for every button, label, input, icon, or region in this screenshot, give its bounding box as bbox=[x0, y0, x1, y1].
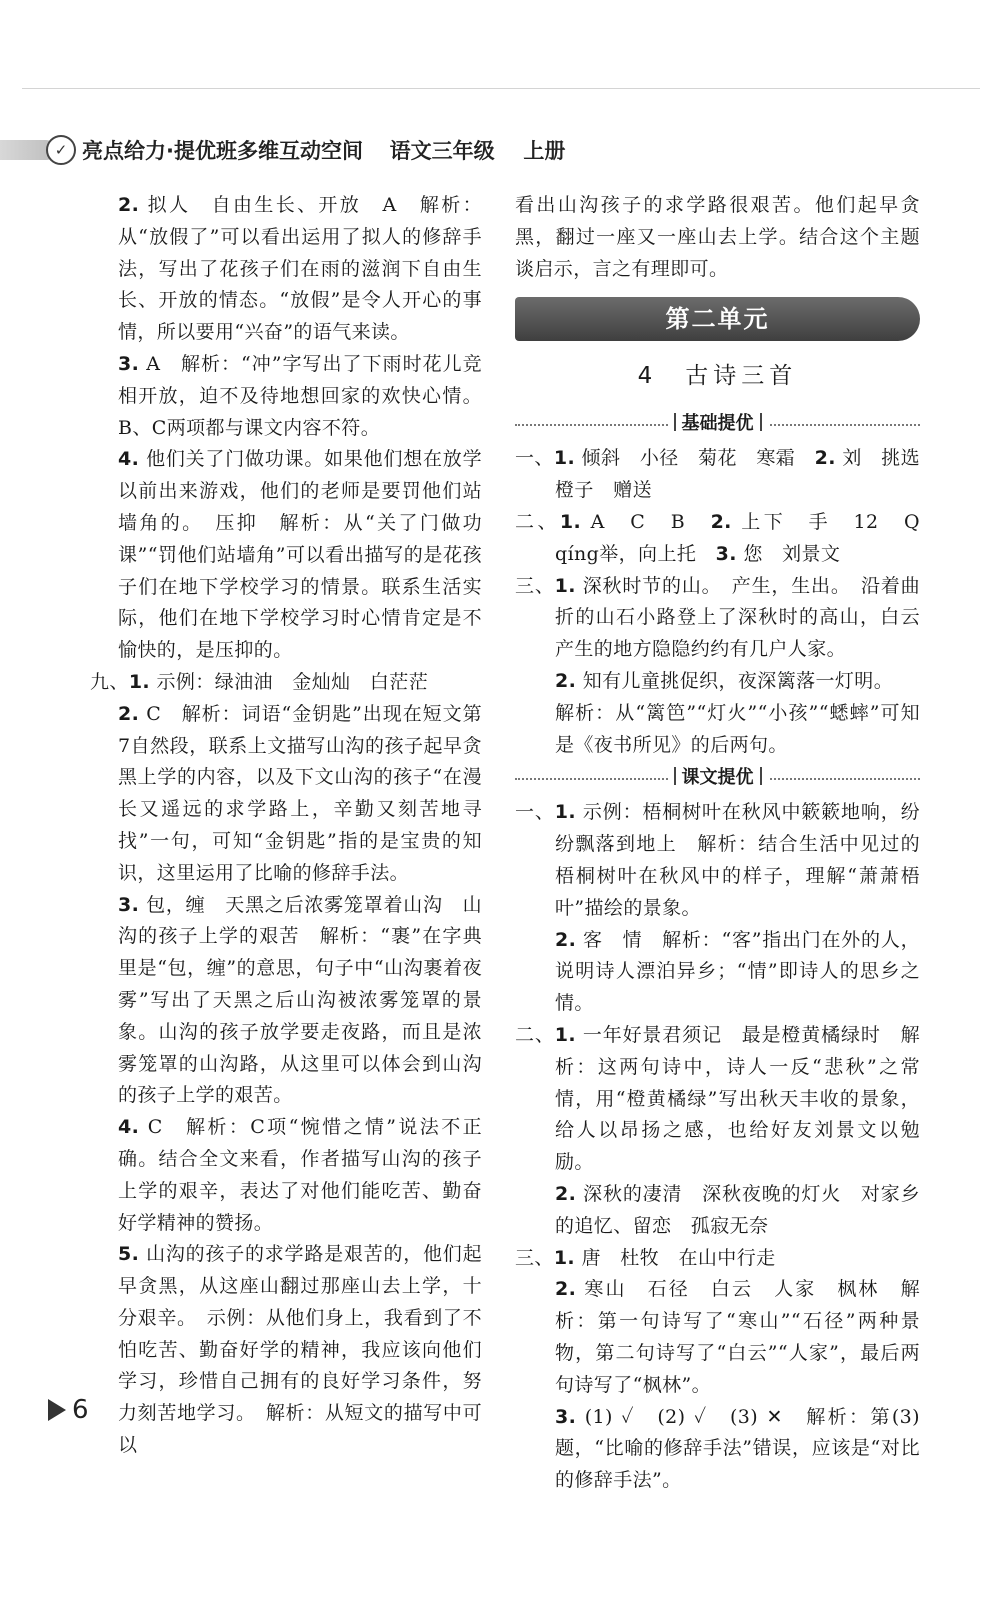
answer-paragraph: 3. 包，缠 天黑之后浓雾笼罩着山沟 山沟的孩子上学的艰苦 解析：“裹”在字典里是“包，缠”的意思，句子中“山沟裹着夜雾”写出了天黑之后山沟被浓雾笼罩的景象。山沟的孩子放学要走夜路，而且是浓雾笼罩的山沟路，从这里可以体会到山沟的孩子上学的艰苦。 bbox=[118, 893, 482, 1107]
unit-title: 第二单元 bbox=[665, 305, 770, 334]
answer-paragraph: 二、1. 一年好景君须记 最是橙黄橘绿时 解析：这两句诗中，诗人一反“悲秋”之常情，用“橙黄橘绿”写出秋天丰收的景象，给人以昂扬之感，也给好友刘景文以勉励。 bbox=[515, 1023, 920, 1174]
answer-paragraph: 一、1. 示例：梧桐树叶在秋风中簌簌地响，纷纷飘落到地上 解析：结合生活中见过的梧桐树叶在秋风中的样子，理解“萧萧梧叶”描绘的景象。 bbox=[515, 801, 920, 919]
top-rule bbox=[22, 88, 980, 89]
answer-paragraph: 4. C 解析：C项“惋惜之情”说法不正确。结合全文来看，作者描写山沟的孩子上学的艰辛，表达了对他们能吃苦、勤奋好学精神的赞扬。 bbox=[118, 1116, 482, 1234]
page-arrow-icon bbox=[48, 1399, 66, 1421]
answer-paragraph: 2. C 解析：词语“金钥匙”出现在短文第7自然段，联系上文描写山沟的孩子起早贪黑上学的内容，以及下文山沟的孩子“在漫长又遥远的求学路上，辛勤又刻苦地寻找”一句，可知“金钥匙”指的是宝贵的知识，这里运用了比喻的修辞手法。 bbox=[118, 702, 482, 884]
answer-paragraph: 3. A 解析：“冲”字写出了下雨时花儿竞相开放，迫不及待地想回家的欢快心情。B、C两项都与课文内容不符。 bbox=[118, 352, 482, 439]
section-label-text: 课文提优 bbox=[668, 764, 768, 792]
right-top-text bbox=[515, 190, 920, 285]
section-basic-items bbox=[515, 443, 940, 761]
header-subject: 语文三年级 bbox=[389, 139, 495, 163]
answer-paragraph: 3. (1) ✓ (2) ✓ (3) ✕ 解析：第(3)题，“比喻的修辞手法”错误，应该是“对比的修辞手法”。 bbox=[555, 1405, 920, 1492]
section-text-items bbox=[515, 797, 920, 1497]
answer-paragraph: 一、1. 倾斜 小径 菊花 寒霜 2. 刘 挑选 橙子 赠送 bbox=[515, 447, 940, 502]
answer-paragraph: 三、1. 深秋时节的山。 产生，生出。 沿着曲折的山石小路登上了深秋时的高山，白云产生的地方隐隐约约有几户人家。 bbox=[515, 574, 920, 661]
answer-paragraph: 看出山沟孩子的求学路很艰苦。他们起早贪黑，翻过一座又一座山去上学。结合这个主题谈启示，言之有理即可。 bbox=[515, 194, 920, 280]
page-header bbox=[0, 134, 566, 168]
left-column bbox=[90, 190, 482, 1462]
answer-paragraph: 三、1. 唐 杜牧 在山中行走 bbox=[515, 1246, 776, 1269]
header-brand: 亮点给力·提优班多维互动空间 bbox=[82, 139, 363, 163]
answer-paragraph: 4. 他们关了门做功课。如果他们想在放学以前出来游戏，他们的老师是要罚他们站墙角的。 压抑 解析：从“关了门做功课”“罚他们站墙角”可以看出描写的是花孩子们在地下学校学习的情景。联系生活实际，他们在地下学校学习时心情肯定是不愉快的，是压抑的。 bbox=[118, 448, 482, 662]
section-head-text bbox=[515, 763, 920, 793]
answer-paragraph: 2. 知有儿童挑促织，夜深篱落一灯明。 bbox=[555, 669, 894, 692]
unit-banner bbox=[515, 297, 920, 341]
answer-paragraph: 二、1. A C B 2. 上下 手 12 Q qíng举，向上托 3. 您 刘景文 bbox=[515, 510, 940, 565]
answer-paragraph: 解析：从“篱笆”“灯火”“小孩”“蟋蟀”可知是《夜书所见》的后两句。 bbox=[555, 701, 920, 756]
answer-paragraph: 2. 拟人 自由生长、开放 A 解析：从“放假了”可以看出运用了拟人的修辞手法，写出了花孩子们在雨的滋润下自由生长、开放的情态。“放假”是令人开心的事情，所以要用“兴奋”的语气来读。 bbox=[118, 194, 482, 344]
section-head-basic bbox=[515, 409, 920, 439]
answer-paragraph: 5. 山沟的孩子的求学路是艰苦的，他们起早贪黑，从这座山翻过那座山去上学，十分艰辛。 示例：从他们身上，我看到了不怕吃苦、勤奋好学的精神，我应该向他们学习，珍惜自己拥有的良好学习条件，努力刻苦地学习。 解析：从短文的描写中可以 bbox=[118, 1243, 482, 1457]
answer-paragraph: 九、1. 示例：绿油油 金灿灿 白茫茫 bbox=[90, 670, 429, 693]
header-text bbox=[82, 136, 565, 166]
answer-paragraph: 2. 深秋的凄清 深秋夜晚的灯火 对家乡的追忆、留恋 孤寂无奈 bbox=[555, 1182, 920, 1237]
answer-paragraph: 2. 客 情 解析：“客”指出门在外的人，说明诗人漂泊异乡；“情”即诗人的思乡之情。 bbox=[555, 928, 920, 1015]
page-number-value: 6 bbox=[72, 1395, 89, 1425]
answer-paragraph: 2. 寒山 石径 白云 人家 枫林 解析：第一句诗写了“寒山”“石径”两种景物，第二句诗写了“白云”“人家”，最后两句诗写了“枫林”。 bbox=[555, 1278, 920, 1396]
bulb-logo-icon: ✓ bbox=[46, 135, 76, 165]
section-label-basic: 基础提优 bbox=[668, 410, 768, 438]
lesson-title: 4 古诗三首 bbox=[637, 363, 798, 390]
header-volume: 上册 bbox=[523, 139, 566, 163]
right-column bbox=[515, 190, 940, 1497]
